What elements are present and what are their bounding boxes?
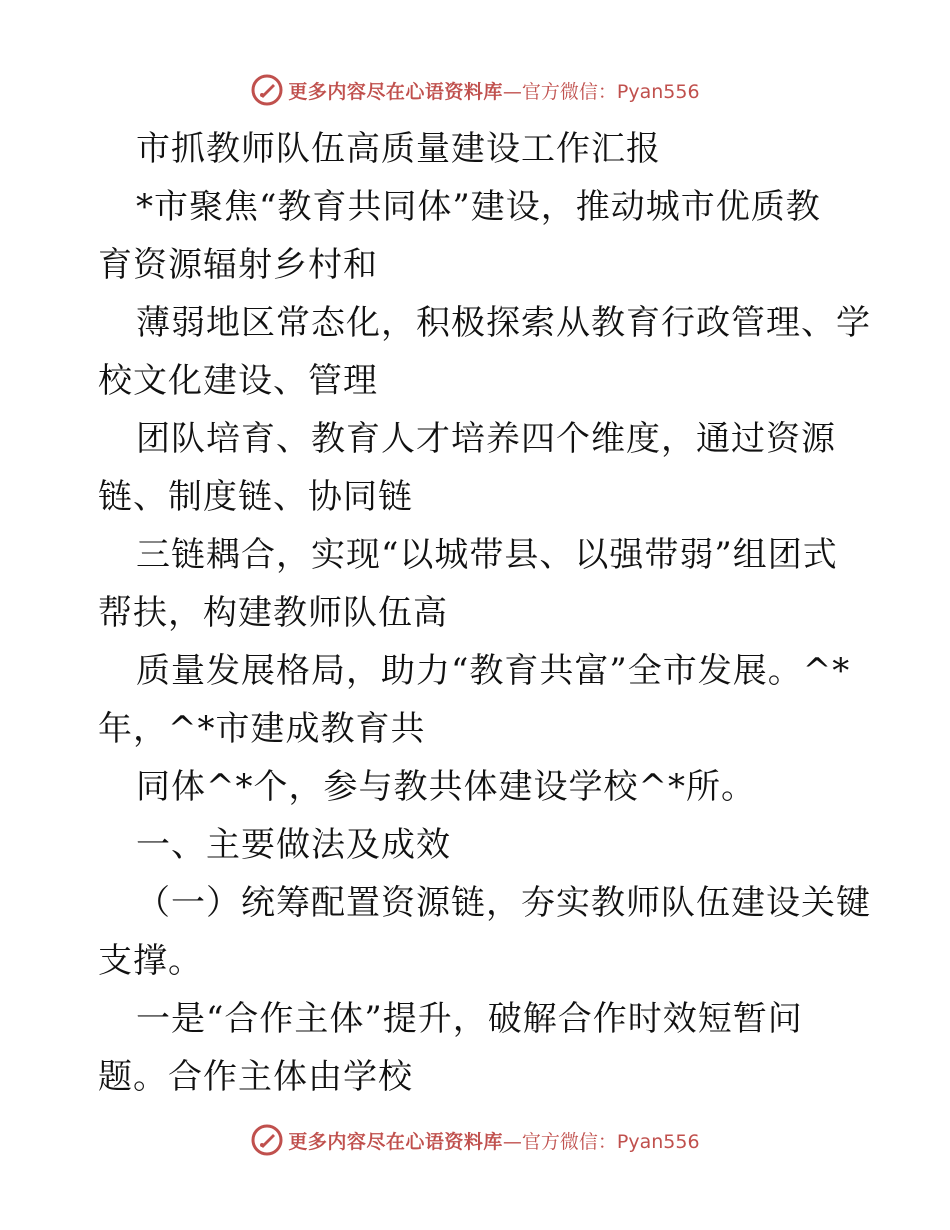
paragraph-line: 育资源辐射乡村和 xyxy=(98,245,378,285)
paragraph-line: 校文化建设、管理 xyxy=(98,361,378,401)
banner-sub-text: —官方微信：Pyan556 xyxy=(502,1130,700,1153)
document-body xyxy=(98,120,871,1106)
paragraph-line: 团队培育、教育人才培养四个维度，通过资源 xyxy=(136,419,836,459)
paragraph-line: 链、制度链、协同链 xyxy=(98,477,413,517)
paragraph-line: 薄弱地区常态化，积极探索从教育行政管理、学 xyxy=(136,303,871,343)
paragraph-line: 同体^*个，参与教共体建设学校^*所。 xyxy=(136,767,756,807)
logo-icon xyxy=(250,73,284,107)
paragraph-line: *市聚焦“教育共同体”建设，推动城市优质教 xyxy=(136,187,821,227)
banner-main-text: 更多内容尽在心语资料库 xyxy=(288,80,503,103)
logo-icon xyxy=(250,1123,284,1157)
footer-banner xyxy=(0,1120,950,1160)
section-heading: 一、主要做法及成效 xyxy=(136,825,451,865)
banner-main-text: 更多内容尽在心语资料库 xyxy=(288,1130,503,1153)
doc-title: 市抓教师队伍高质量建设工作汇报 xyxy=(136,129,661,169)
subsection-heading: （一）统筹配置资源链，夯实教师队伍建设关键 xyxy=(136,883,871,923)
banner-sub-text: —官方微信：Pyan556 xyxy=(502,80,700,103)
paragraph-line: 质量发展格局，助力“教育共富”全市发展。^* xyxy=(136,651,851,691)
paragraph-line: 题。合作主体由学校 xyxy=(98,1057,413,1097)
paragraph-line: 帮扶，构建教师队伍高 xyxy=(98,593,448,633)
paragraph-line: 年，^*市建成教育共 xyxy=(98,709,426,749)
paragraph-line: 一是“合作主体”提升，破解合作时效短暂问 xyxy=(136,999,803,1039)
paragraph-line: 支撑。 xyxy=(98,941,203,981)
paragraph-line: 三链耦合，实现“以城带县、以强带弱”组团式 xyxy=(136,535,838,575)
header-banner xyxy=(0,70,950,110)
